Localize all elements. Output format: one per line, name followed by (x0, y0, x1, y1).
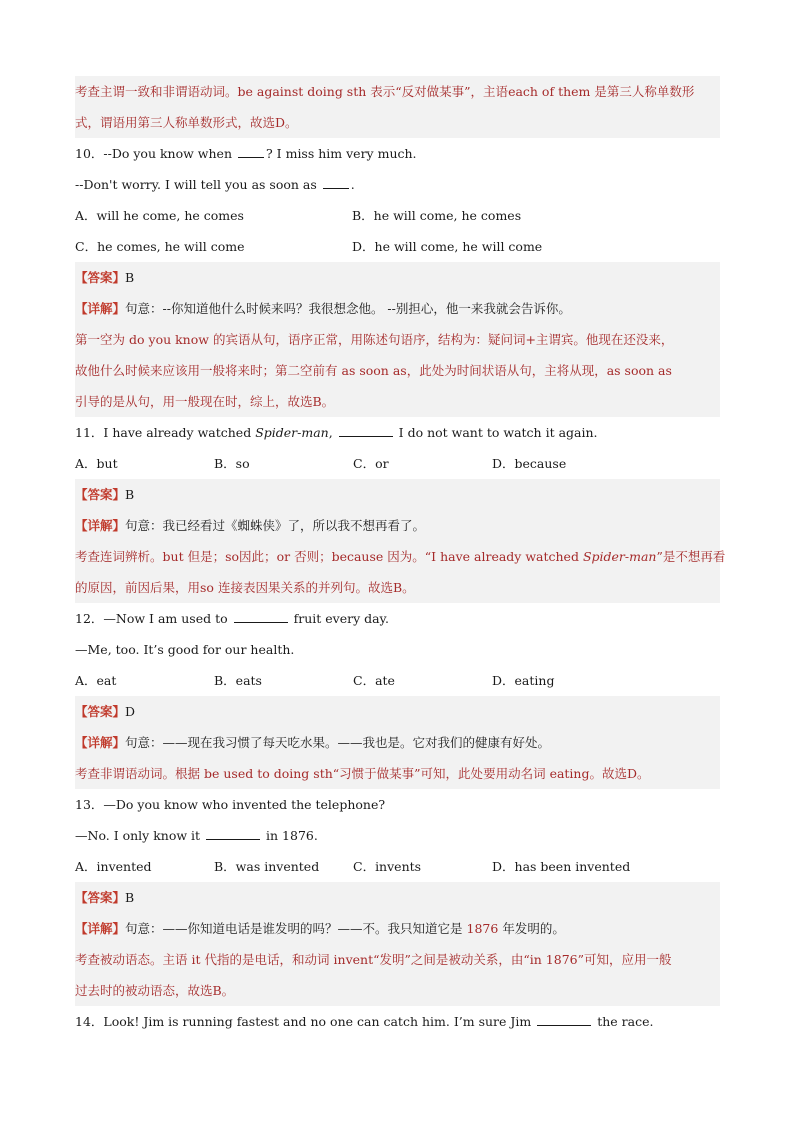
q9-explanation-block (75, 76, 720, 138)
q10-exp-line1: 第一空为 do you know 的宾语从句，语序正常，用陈述句语序，结构为：疑问词+主谓宾。他现在还没来， (75, 332, 674, 347)
q13-options (75, 851, 720, 882)
q13-option-b: B．was invented (214, 859, 320, 874)
q13-option-d: D．has been invented (492, 859, 631, 874)
q11-option-c: C．or (353, 456, 389, 471)
q13-blank (206, 838, 260, 840)
q12-option-c: C．ate (353, 673, 395, 688)
q11-stem: 11．I have already watched Spider-man, I do not want to watch it again. (75, 425, 598, 440)
q13-option-a: A．invented (75, 859, 152, 874)
q11-options (75, 448, 720, 479)
q10-option-c: C．he comes, he will come (75, 239, 245, 254)
q10-option-b: B．he will come, he comes (352, 208, 522, 223)
q10-exp-line2: 故他什么时候来应该用一般将来时；第二空前有 as soon as，此处为时间状语从句，主将从现，as soon as (75, 363, 672, 378)
q14-blank (537, 1024, 591, 1026)
q11-option-d: D．because (492, 456, 567, 471)
q13-option-c: C．invents (353, 859, 422, 874)
q12-option-d: D．eating (492, 673, 555, 688)
q11-answer-block (75, 479, 726, 603)
q13-answer: 【答案】B (75, 890, 135, 905)
q10-options-row1 (75, 200, 720, 231)
q12-option-b: B．eats (214, 673, 262, 688)
q12-exp-line1: 考查非谓语动词。根据 be used to doing sth“习惯于做某事”可知，此处要用动名词 eating。故选D。 (75, 766, 650, 781)
q10-answer: 【答案】B (75, 270, 135, 285)
q10-blank-1 (238, 156, 264, 158)
q11-option-a: A．but (75, 456, 118, 471)
q10-answer-block (75, 262, 720, 417)
q11-exp-line2: 的原因，前因后果，用so 连接表因果关系的并列句。故选B。 (75, 580, 415, 595)
q11-answer: 【答案】B (75, 487, 135, 502)
q12-stem-line1: 12．—Now I am used to fruit every day. (75, 611, 389, 626)
q12-answer-block (75, 696, 720, 789)
q10-option-a: A．will he come, he comes (75, 208, 244, 223)
q14-stem: 14．Look! Jim is running fastest and no one can catch him. I’m sure Jim the race. (75, 1014, 654, 1029)
q10-exp-line3: 引导的是从句，用一般现在时，综上，故选B。 (75, 394, 335, 409)
q12-option-a: A．eat (75, 673, 117, 688)
q13-answer-block (75, 882, 720, 1006)
q10-stem-line2: --Don't worry. I will tell you as soon as . (75, 177, 355, 192)
q10-option-d: D．he will come, he will come (352, 239, 543, 254)
q12-detail: 【详解】句意：——现在我习惯了每天吃水果。——我也是。它对我们的健康有好处。 (75, 735, 551, 750)
q11-option-b: B．so (214, 456, 250, 471)
q12-stem-line2: —Me, too. It’s good for our health. (75, 642, 295, 657)
q12-options (75, 665, 720, 696)
worksheet-page (75, 76, 726, 1037)
q10-blank-2 (323, 187, 349, 189)
q9-exp-line1: 考查主谓一致和非谓语动词。be against doing sth 表示“反对做某事”，主语each of them 是第三人称单数形 (75, 84, 695, 99)
q10-options-row2 (75, 231, 720, 262)
q12-blank (234, 621, 288, 623)
q13-exp-line1: 考查被动语态。主语 it 代指的是电话，和动词 invent“发明”之间是被动关系，由“in 1876”可知，应用一般 (75, 952, 672, 967)
q11-blank (339, 435, 393, 437)
q13-stem-line1: 13．—Do you know who invented the telephone? (75, 797, 386, 812)
q13-stem-line2: —No. I only know it in 1876. (75, 828, 318, 843)
q12-answer: 【答案】D (75, 704, 136, 719)
q13-detail: 【详解】句意：——你知道电话是谁发明的吗？——不。我只知道它是 1876 年发明的。 (75, 921, 565, 936)
q9-exp-line2: 式，谓语用第三人称单数形式，故选D。 (75, 115, 298, 130)
q10-stem-line1: 10．--Do you know when ? I miss him very much. (75, 146, 417, 161)
q13-exp-line2: 过去时的被动语态，故选B。 (75, 983, 235, 998)
q10-detail: 【详解】句意：--你知道他什么时候来吗？我很想念他。 --别担心，他一来我就会告诉你。 (75, 301, 571, 316)
q11-detail: 【详解】句意：我已经看过《蜘蛛侠》了，所以我不想再看了。 (75, 518, 426, 533)
q11-exp-line1: 考查连词辨析。but 但是；so因此；or 否则；because 因为。“I have already watched Spider-man”是不想再看 (75, 549, 726, 564)
